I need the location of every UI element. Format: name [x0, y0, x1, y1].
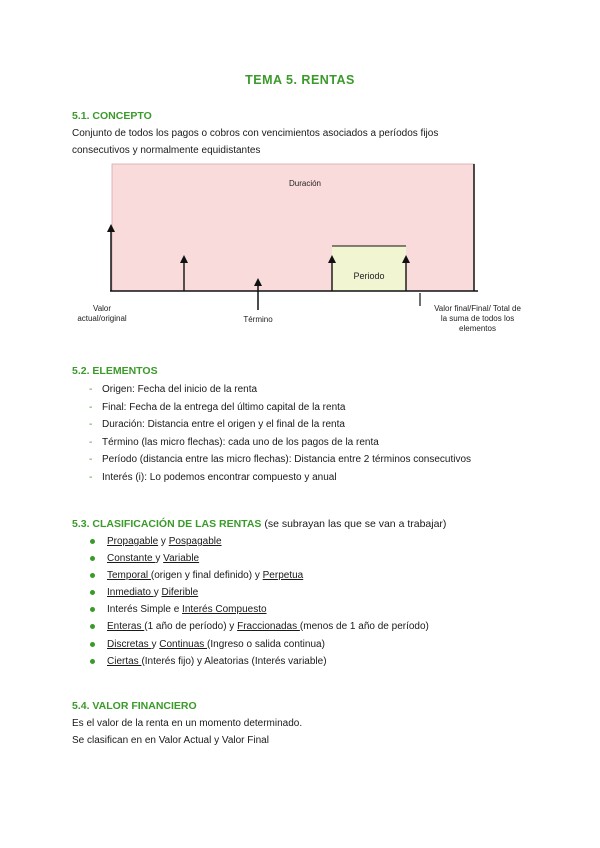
concepto-text-line2: consecutivos y normalmente equidistantes	[72, 145, 261, 156]
valor-actual-label	[70, 304, 134, 324]
list-item: - Término (las micro flechas): cada uno de los pagos de la renta	[72, 434, 471, 452]
rentas-diagram	[77, 160, 540, 346]
concepto-text-line1: Conjunto de todos los pagos o cobros con vencimientos asociados a períodos fijos	[72, 128, 439, 139]
list-item	[72, 567, 429, 584]
section-heading-clasificacion	[72, 518, 446, 530]
valor-actual-line2: actual/original	[77, 314, 127, 323]
term-underlined: Inmediato	[107, 587, 154, 599]
term-sep: y	[151, 638, 160, 650]
term-underlined: Pospagable	[168, 536, 222, 547]
valor-actual-line1: Valor	[92, 304, 112, 313]
term-plain: Interés Simple e	[107, 604, 183, 616]
valor-final-label	[415, 304, 540, 334]
periodo-label: Periodo	[353, 271, 385, 281]
list-item	[72, 601, 429, 618]
term-underlined: Fraccionadas	[237, 621, 300, 633]
term-underlined: Enteras	[107, 621, 145, 633]
list-item	[72, 636, 429, 653]
periodo-box	[332, 246, 406, 291]
clasificacion-list	[72, 533, 429, 670]
list-item	[72, 584, 429, 601]
list-item: - Interés (i): Lo podemos encontrar compuesto y anual	[72, 469, 471, 487]
term-underlined: Continuas	[159, 638, 208, 650]
term-underlined: Temporal	[107, 570, 151, 582]
term-underlined: Variable	[163, 553, 200, 565]
list-item	[72, 618, 429, 635]
term-sep: (1 año de período) y	[144, 621, 238, 633]
term-sep: (Interés fijo) y Aleatorias (Interés variable)	[141, 655, 327, 667]
term-underlined: Perpetua	[262, 570, 304, 582]
term-underlined: Propagable	[107, 536, 159, 547]
term-sep: y	[158, 536, 169, 547]
term-underlined: Interés Compuesto	[182, 604, 267, 616]
valor-final-line2: la suma de todos los	[440, 314, 515, 323]
section-heading-valor-financiero: 5.4. VALOR FINANCIERO	[72, 700, 197, 712]
valor-financiero-line2: Se clasifican en en Valor Actual y Valor Final	[72, 735, 269, 746]
term-rest: (Ingreso o salida continua)	[207, 638, 325, 650]
term-underlined: Diferible	[161, 587, 199, 599]
valor-final-line3: elementos	[459, 324, 496, 333]
list-item	[72, 653, 429, 670]
term-underlined: Constante	[107, 553, 156, 565]
clasificacion-heading-note: (se subrayan las que se van a trabajar)	[261, 518, 447, 530]
term-underlined: Discretas	[107, 638, 152, 650]
list-item: - Duración: Distancia entre el origen y el final de la renta	[72, 416, 471, 434]
term-sep: (origen y final definido) y	[150, 570, 263, 582]
valor-final-line1: Valor final/Final/ Total de	[434, 304, 521, 313]
elementos-list	[72, 381, 471, 486]
list-item: - Período (distancia entre las micro flechas): Distancia entre 2 términos consecutivos	[72, 451, 471, 469]
list-item: - Final: Fecha de la entrega del último capital de la renta	[72, 399, 471, 417]
section-heading-elementos: 5.2. ELEMENTOS	[72, 365, 158, 377]
section-heading-concepto: 5.1. CONCEPTO	[72, 110, 152, 122]
term-sep: y	[155, 553, 164, 565]
list-item	[72, 550, 429, 567]
duracion-label: Duración	[288, 179, 321, 188]
term-sep: y	[153, 587, 162, 599]
term-rest: (menos de 1 año de período)	[299, 621, 429, 633]
termino-label: Término	[243, 315, 273, 324]
clasificacion-heading-text: 5.3. CLASIFICACIÓN DE LAS RENTAS	[72, 518, 262, 530]
valor-financiero-line1: Es el valor de la renta en un momento determinado.	[72, 718, 303, 729]
term-underlined: Ciertas	[107, 655, 142, 667]
list-item: - Origen: Fecha del inicio de la renta	[72, 381, 471, 399]
document-title: TEMA 5. RENTAS	[245, 73, 355, 87]
list-item	[72, 533, 429, 550]
